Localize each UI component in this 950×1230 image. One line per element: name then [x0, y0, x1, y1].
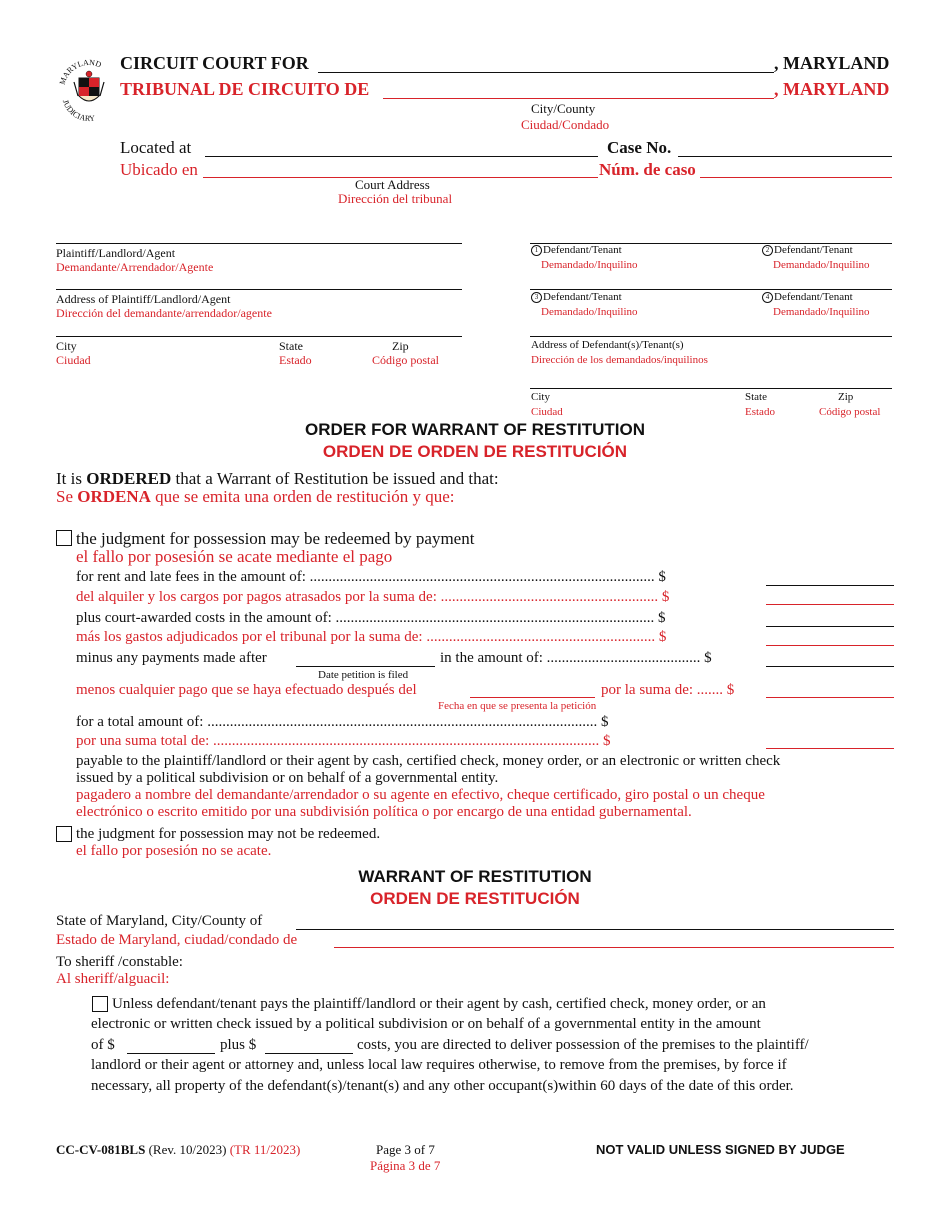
defendant-state-caption-es: Estado — [745, 406, 775, 418]
defendant-address-caption-es: Dirección de los demandados/inquilinos — [531, 354, 708, 366]
plaintiff-city-caption-es: Ciudad — [56, 353, 91, 367]
plaintiff-state-caption-en: State — [279, 339, 303, 353]
located-label-es: Ubicado en — [120, 160, 198, 179]
payable-es-1: pagadero a nombre del demandante/arrendador o su agente en efectivo, cheque certificado, giro postal o un cheque — [76, 787, 765, 803]
minus-label-es: menos cualquier pago que se haya efectuado después del — [76, 682, 417, 698]
intro-en-pre: It is — [56, 469, 87, 488]
intro-en-post: that a Warrant of Restitution be issued and that: — [171, 469, 499, 488]
defendant-2-caption-es: Demandado/Inquilino — [773, 259, 870, 271]
plaintiff-zip-caption-en: Zip — [392, 339, 409, 353]
minus-amount-label-es: por la suma de: ....... $ — [601, 682, 735, 698]
redeem-es: el fallo por posesión se acate mediante el pago — [76, 547, 393, 566]
case-number-line-es — [700, 177, 892, 178]
intro-es-post: que se emita una orden de restitución y que: — [150, 487, 455, 506]
located-label-en: Located at — [120, 138, 192, 157]
costs-amount-line[interactable] — [766, 626, 894, 627]
svg-text:JUDICIARY: JUDICIARY — [60, 98, 96, 124]
warrant-state-es: Estado de Maryland, ciudad/condado de — [56, 932, 298, 948]
state-label-en: , MARYLAND — [774, 53, 890, 73]
number-4-icon: 4 — [762, 292, 773, 303]
case-number-line[interactable] — [678, 156, 892, 157]
plaintiff-caption-en: Plaintiff/Landlord/Agent — [56, 246, 176, 260]
defendant-state-caption-en: State — [745, 391, 767, 403]
defendant-city-caption-es: Ciudad — [531, 406, 563, 418]
date-filed-caption-es: Fecha en que se presenta la petición — [438, 700, 597, 712]
plaintiff-city-caption-en: City — [56, 339, 77, 353]
court-name-line[interactable] — [318, 72, 774, 73]
defendant-address-caption-en: Address of Defendant(s)/Tenant(s) — [531, 339, 684, 351]
plaintiff-state-caption-es: Estado — [279, 353, 312, 367]
defendant-4-caption-en — [762, 291, 853, 303]
number-1-icon: 1 — [531, 245, 542, 256]
defendant-address-line[interactable] — [530, 336, 892, 337]
plaintiff-line[interactable] — [56, 243, 462, 244]
court-address-line[interactable] — [205, 156, 598, 157]
rent-label-en: for rent and late fees in the amount of: ............................................................................................ $ — [76, 569, 666, 585]
order-intro-es — [56, 487, 454, 507]
warrant-paragraph-line-2: electronic or written check issued by a political subdivision or on behalf of a governmental entity in the amount — [91, 1016, 761, 1032]
court-address-caption-en: Court Address — [355, 177, 430, 192]
form-revision: (Rev. 10/2023) — [145, 1142, 230, 1157]
footer-notice: NOT VALID UNLESS SIGNED BY JUDGE — [596, 1142, 845, 1157]
payable-en-2: issued by a political subdivision or on behalf of a governmental entity. — [76, 770, 499, 786]
order-title-es: ORDEN DE ORDEN DE RESTITUCIÓN — [322, 442, 628, 461]
form-id: CC-CV-081BLS — [56, 1142, 146, 1157]
defendant-zip-caption-en: Zip — [838, 391, 854, 403]
warrant-paragraph-line-1: Unless defendant/tenant pays the plaintiff/landlord or their agent by cash, certified check, money order, or an — [112, 996, 766, 1012]
plaintiff-caption-es: Demandante/Arrendador/Agente — [56, 260, 214, 274]
city-county-caption-en: City/County — [531, 101, 596, 116]
order-title-en: ORDER FOR WARRANT OF RESTITUTION — [305, 420, 645, 439]
court-address-caption-es: Dirección del tribunal — [338, 191, 453, 206]
not-redeem-en: the judgment for possession may not be redeemed. — [76, 826, 381, 842]
costs-amount-line-es — [766, 645, 894, 646]
costs-label-es: más los gastos adjudicados por el tribunal por la suma de: ............................................................. $ — [76, 629, 667, 645]
not-redeem-es: el fallo por posesión no se acate. — [76, 843, 272, 859]
defendant-1-caption-en — [531, 244, 622, 256]
intro-es-pre: Se — [56, 487, 78, 506]
minus-amount-label-en: in the amount of: ......................................... $ — [440, 650, 712, 666]
date-filed-caption-en: Date petition is filed — [318, 669, 409, 681]
intro-es-bold: ORDENA — [77, 487, 151, 506]
seal-icon — [56, 52, 122, 128]
case-label-es: Núm. de caso — [599, 160, 696, 179]
date-filed-line-es — [470, 697, 595, 698]
not-redeem-checkbox[interactable] — [56, 826, 72, 842]
costs-label-en: plus court-awarded costs in the amount of: ..................................................................................... $ — [76, 610, 666, 626]
redeem-en: the judgment for possession may be redeemed by payment — [76, 529, 475, 548]
warrant-paragraph-line-4: landlord or their agent or attorney and, unless local law requires otherwise, to remove from the premises, by force if — [91, 1057, 787, 1073]
defendant-2-caption-en — [762, 244, 853, 256]
warrant-unless-checkbox[interactable] — [92, 996, 108, 1012]
plaintiff-address-line[interactable] — [56, 289, 462, 290]
order-intro-en — [56, 469, 499, 489]
total-label-es: por una suma total de: ....................................................................................................... $ — [76, 733, 611, 749]
defendant-3-label: Defendant/Tenant — [543, 291, 622, 303]
warrant-to-es: Al sheriff/alguacil: — [56, 971, 170, 987]
date-filed-line[interactable] — [296, 666, 435, 667]
footer-form-id — [56, 1142, 300, 1158]
number-3-icon: 3 — [531, 292, 542, 303]
city-county-caption-es: Ciudad/Condado — [521, 117, 610, 132]
rent-amount-line-es — [766, 604, 894, 605]
defendant-zip-caption-es: Código postal — [819, 406, 881, 418]
defendant-4-label: Defendant/Tenant — [774, 291, 853, 303]
case-label-en: Case No. — [607, 138, 672, 157]
defendant-1-label: Defendant/Tenant — [543, 244, 622, 256]
warrant-paragraph-line-3: costs, you are directed to deliver possession of the premises to the plaintiff/ — [357, 1037, 809, 1053]
warrant-costs-line[interactable] — [265, 1053, 353, 1054]
warrant-to-en: To sheriff /constable: — [56, 954, 183, 970]
defendant-2-label: Defendant/Tenant — [774, 244, 853, 256]
payable-es-2: electrónico o escrito emitido por una subdivisión política o por encargo de una entidad gubernamental. — [76, 804, 692, 820]
warrant-title-en: WARRANT OF RESTITUTION — [358, 867, 592, 886]
warrant-paragraph-amount-label: of $ — [91, 1037, 115, 1053]
warrant-amount-line[interactable] — [127, 1053, 215, 1054]
footer-page-es: Página 3 de 7 — [370, 1158, 441, 1173]
minus-label-en: minus any payments made after — [76, 650, 267, 666]
warrant-county-line-es — [334, 947, 894, 948]
total-amount-line[interactable] — [766, 748, 894, 749]
defendant-3-caption-es: Demandado/Inquilino — [541, 306, 638, 318]
warrant-county-line[interactable] — [296, 929, 894, 930]
footer-page-en: Page 3 of 7 — [376, 1142, 435, 1157]
court-label-es: TRIBUNAL DE CIRCUITO DE — [120, 79, 370, 99]
defendant-3-caption-en — [531, 291, 622, 303]
total-label-en: for a total amount of: ........................................................................................................ $ — [76, 714, 609, 730]
payments-amount-line-es — [766, 697, 894, 698]
plaintiff-address-caption-es: Dirección del demandante/arrendador/agente — [56, 306, 272, 320]
warrant-title-es: ORDEN DE RESTITUCIÓN — [370, 889, 580, 908]
maryland-judiciary-seal — [56, 52, 122, 128]
rent-amount-line[interactable] — [766, 585, 894, 586]
payments-amount-line[interactable] — [766, 666, 894, 667]
plaintiff-zip-caption-es: Código postal — [372, 353, 440, 367]
plaintiff-address-caption-en: Address of Plaintiff/Landlord/Agent — [56, 292, 231, 306]
warrant-paragraph-line-5: necessary, all property of the defendant(s)/tenant(s) and any other occupant(s)within 60 days of the date of this order. — [91, 1078, 794, 1094]
payable-en-1: payable to the plaintiff/landlord or their agent by cash, certified check, money order, or an electronic or written check — [76, 753, 781, 769]
form-translation-revision: (TR 11/2023) — [229, 1142, 301, 1157]
warrant-paragraph-plus-label: plus $ — [220, 1037, 257, 1053]
defendant-city-caption-en: City — [531, 391, 550, 403]
rent-label-es: del alquiler y los cargos por pagos atrasados por la suma de: .......................................................... $ — [76, 589, 670, 605]
number-2-icon: 2 — [762, 245, 773, 256]
court-label-en: CIRCUIT COURT FOR — [120, 53, 309, 73]
redeem-checkbox[interactable] — [56, 530, 72, 546]
defendant-1-caption-es: Demandado/Inquilino — [541, 259, 638, 271]
court-name-line-es — [383, 98, 774, 99]
defendant-city-line[interactable] — [530, 388, 892, 389]
warrant-state-en: State of Maryland, City/County of — [56, 913, 263, 929]
defendant-4-caption-es: Demandado/Inquilino — [773, 306, 870, 318]
intro-en-bold: ORDERED — [86, 469, 172, 488]
defendant-line-2[interactable] — [530, 289, 892, 290]
plaintiff-city-line[interactable] — [56, 336, 462, 337]
svg-text:MARYLAND: MARYLAND — [57, 57, 103, 86]
state-label-es: , MARYLAND — [774, 79, 890, 99]
